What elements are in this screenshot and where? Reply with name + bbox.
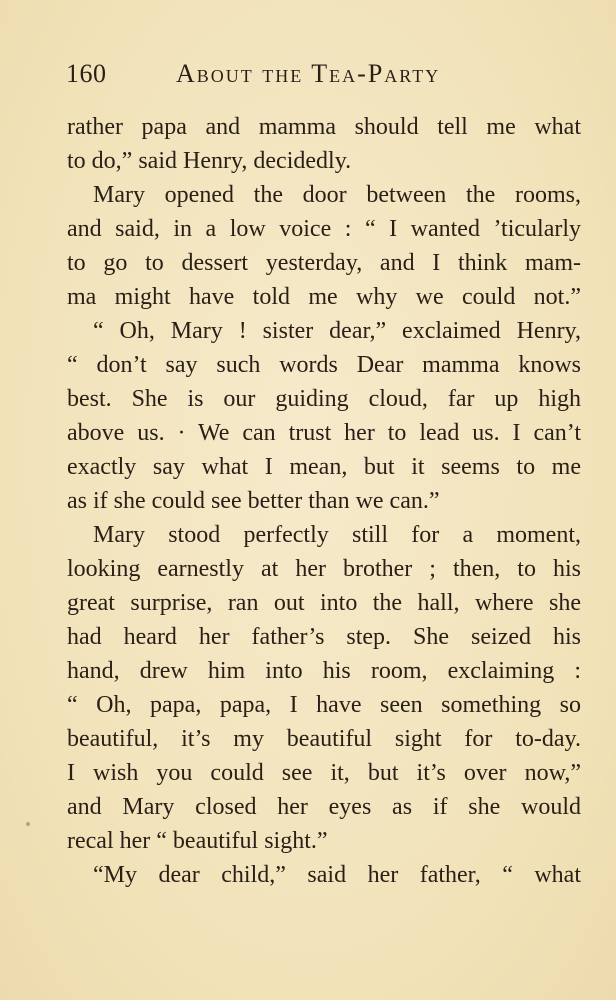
text-line: looking earnestly at her brother ; then, to his	[67, 556, 581, 582]
text-line: I wish you could see it, but it’s over now,”	[67, 760, 581, 786]
text-line: “ don’t say such words Dear mamma knows	[67, 352, 581, 378]
text-line: hand, drew him into his room, exclaiming :	[67, 658, 581, 684]
text-line: and said, in a low voice : “ I wanted ’ticularly	[67, 216, 581, 242]
text-line: and Mary closed her eyes as if she would	[67, 794, 581, 820]
text-line: beautiful, it’s my beautiful sight for to-day.	[67, 726, 581, 752]
text-line: Mary stood perfectly still for a moment,	[93, 522, 581, 548]
paper-speck	[26, 822, 30, 826]
text-line: great surprise, ran out into the hall, where she	[67, 590, 581, 616]
text-line: to go to dessert yesterday, and I think mam-	[67, 250, 581, 276]
text-line: to do,” said Henry, decidedly.	[67, 148, 352, 174]
text-line: best. She is our guiding cloud, far up high	[67, 386, 581, 412]
running-head	[66, 56, 586, 92]
text-line: “ Oh, Mary ! sister dear,” exclaimed Henry,	[93, 318, 581, 344]
text-line: had heard her father’s step. She seized his	[67, 624, 581, 650]
text-line: Mary opened the door between the rooms,	[93, 182, 581, 208]
text-line: “My dear child,” said her father, “ what	[93, 862, 581, 888]
text-line: rather papa and mamma should tell me what	[67, 114, 581, 140]
text-line: “ Oh, papa, papa, I have seen something so	[67, 692, 581, 718]
text-line: above us. · We can trust her to lead us. I can’t	[67, 420, 581, 446]
text-line: recal her “ beautiful sight.”	[67, 828, 328, 854]
text-line: as if she could see better than we can.”	[67, 488, 440, 514]
running-title: About the Tea-Party	[176, 59, 441, 88]
text-line: exactly say what I mean, but it seems to me	[67, 454, 581, 480]
page-number: 160	[66, 59, 107, 88]
body-text	[67, 110, 581, 892]
text-line: ma might have told me why we could not.”	[67, 284, 581, 310]
